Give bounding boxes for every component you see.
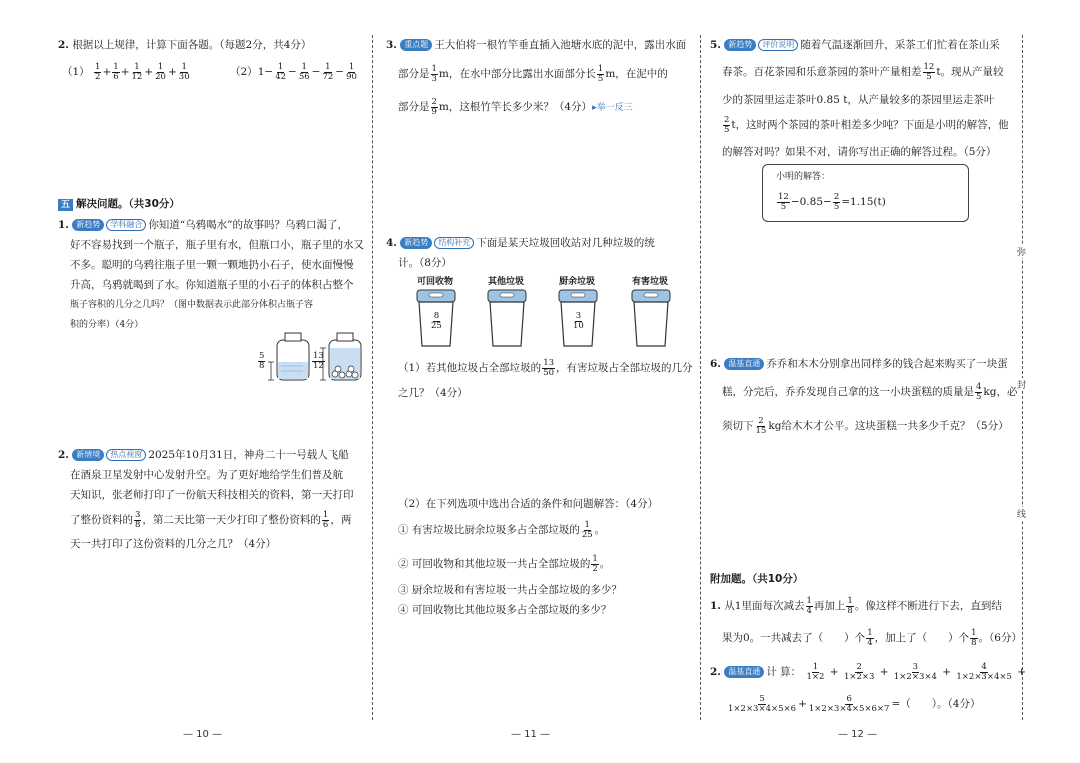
page-number-10: — 10 — — [183, 729, 223, 740]
p1-line6: 积的分率）（4分） — [70, 320, 144, 330]
p6-line2: 糕，分完后，乔乔发现自己拿的这一小块蛋糕的质量是 $\frac{4}{5}$ kg，必 — [722, 381, 1018, 402]
p4-option4: ④ 可回收物比其他垃圾多占全部垃圾的多少？ — [398, 604, 612, 616]
p5-line4: $\frac{2}{5}$ t，这时两个茶园的茶叶相差多少吨？下面是小明的解答，他 — [724, 114, 1009, 135]
bottle-before-icon — [268, 333, 309, 380]
column-divider-left — [372, 35, 373, 720]
bottle1-fraction: $\frac{5}{8}$ — [259, 351, 265, 371]
side-mark-line: 线 — [1017, 507, 1026, 520]
p5-line2: 春茶。百花茶园和乐意茶园的茶叶产量相差 $\frac{12}{5}$ t。现从产量较 — [722, 61, 1004, 82]
bottle-after-icon — [320, 333, 361, 380]
q2-heading: 2. 根据以上规律，计算下面各题。（每题2分，共4分） — [58, 39, 312, 51]
extra1-line2: 果为0。一共减去了（ ）个 $\frac{1}{4}$ ，加上了（ ）个 $\frac{1}{8}$ 。（6分） — [722, 627, 1022, 648]
p1-line3: 不多。聪明的乌鸦往瓶子里一颗一颗地扔小石子，使水面慢慢 — [70, 259, 354, 271]
bin-other-icon — [488, 290, 526, 346]
p5-line3: 少的茶园里运走茶叶0.85 t，从产量较多的茶园里运走茶叶 — [722, 94, 995, 106]
trash-bins-figure — [405, 288, 695, 353]
bin-label-kitchen: 厨余垃圾 — [558, 277, 595, 287]
bin-label-recyclable: 可回收物 — [416, 277, 453, 287]
p4-sub1-line2: 之几？（4分） — [398, 387, 468, 399]
page-number-12: — 12 — — [838, 729, 878, 740]
bin-label-other: 其他垃圾 — [487, 277, 524, 287]
extra1-line1: 1. 从1里面每次减去 $\frac{1}{4}$ 再加上 $\frac{1}{8}$ 。像这样不断进行下去，直到结 — [710, 595, 1002, 616]
p1-line2: 好不容易找到一个瓶子，瓶子里有水，但瓶口小，瓶子里的水又 — [70, 239, 364, 251]
p2-line1: 2. 新情境 热点视窗 2025年10月31日，神舟二十一号载人飞船 — [58, 449, 349, 461]
bin-label-hazardous: 有害垃圾 — [631, 277, 668, 287]
p3-line3: 部分是 $\frac{2}{9}$ m，这根竹竿长多少米？（4分）▸举一反三 — [398, 96, 633, 117]
p6-line3: 须切下 $\frac{2}{15}$ kg给木木才公平。这块蛋糕一共多少千克？（5分） — [722, 415, 1009, 436]
bin-recyclable-fraction: $\frac{8}{25}$ — [431, 311, 442, 331]
p6-line1: 6. 温基直通 乔乔和木木分别拿出同样多的钱合起来购买了一块蛋 — [710, 358, 1008, 370]
p1-line1: 1. 新趋势 学科融合 你知道“乌鸦喝水”的故事吗？乌鸦口渴了， — [58, 219, 349, 231]
p4-option3: ③ 厨余垃圾和有害垃圾一共占全部垃圾的多少？ — [398, 584, 622, 596]
p2-line5: 天一共打印了这份资料的几分之几？（4分） — [70, 538, 277, 550]
p2-line4: 了整份资料的 $\frac{3}{8}$ ，第二天比第一天少打印了整份资料的 $\frac{1}{6}$ ，两 — [70, 509, 352, 530]
section5-heading: 五 解决问题。（共30分） — [58, 197, 180, 211]
extra-heading: 附加题。（共10分） — [710, 573, 804, 585]
p3-line1: 3. 重点题 王大伯将一根竹竿垂直插入池塘水底的泥中，露出水面 — [386, 39, 687, 51]
p4-sub1-line1: （1）若其他垃圾占全部垃圾的 $\frac{13}{50}$ ，有害垃圾占全部垃圾的几分 — [398, 357, 693, 378]
q2-sub2: （2）1− $\frac{1}{42}$ − $\frac{1}{56}$ − $\frac{1}{72}$ − $\frac{1}{90}$ — [230, 61, 357, 82]
p5-line1: 5. 新趋势 评价说明 随着气温逐渐回升，采茶工们忙着在茶山采 — [710, 39, 1000, 51]
bottle2-fraction: $\frac{13}{12}$ — [313, 351, 324, 371]
column-divider-right — [700, 35, 701, 720]
practice-more-link[interactable]: ▸举一反三 — [592, 103, 633, 113]
extra2-line1: 2. 温基直通 计 算： $\frac{1}{1\times 2}$ + $\frac{2}{1\times 2\times 3}$ + $\frac{3}{1\times 2\times 3\times 4}$ + $\frac{4}{1\times 2\times 3\times 4\times 5}$ + — [710, 661, 1027, 682]
side-mark-seal2: 封 — [1017, 378, 1026, 391]
p4-line1: 4. 新趋势 结构补充 下面是某天垃圾回收站对几种垃圾的统 — [386, 237, 655, 249]
bottles-figure — [257, 330, 367, 388]
page-number-11: — 11 — — [511, 729, 551, 740]
extra2-line2: $\frac{5}{1\times 2\times 3\times 4\times 5\times 6}$ + $\frac{6}{1\times 2\times 3\times 4\times 5\times 6\times 7}$ =（ ）。（4分） — [728, 693, 981, 714]
p4-sub2: （2）在下列选项中选出合适的条件和问题解答：（4分） — [398, 498, 659, 510]
p4-option2: ② 可回收物和其他垃圾一共占全部垃圾的 $\frac{1}{2}$ 。 — [398, 553, 611, 574]
q2-sub1: （1） $\frac{1}{2}$ + $\frac{1}{6}$ + $\frac{1}{12}$ + $\frac{1}{20}$ + $\frac{1}{30}$ — [62, 61, 190, 82]
p5-line5: 的解答对吗？如果不对，请你写出正确的解答过程。（5分） — [722, 146, 997, 158]
bin-hazardous-icon — [632, 290, 670, 346]
p4-line2: 计。（8分） — [398, 257, 452, 269]
p4-option1: ① 有害垃圾比厨余垃圾多占全部垃圾的 $\frac{1}{25}$ 。 — [398, 519, 606, 540]
solution-expression: $\frac{12}{5}$ −0.85− $\frac{2}{5}$ =1.15(t) — [778, 191, 886, 212]
p3-line2: 部分是 $\frac{1}{3}$ m，在水中部分比露出水面部分长 $\frac{1}{5}$ m，在泥中的 — [398, 63, 668, 84]
p1-line4: 升高，乌鸦就喝到了水。你知道瓶子里的小石子的体积占整个 — [70, 279, 354, 291]
side-mark-seal1: 弥 — [1017, 245, 1026, 258]
p1-line5: 瓶子容积的几分之几吗？（图中数据表示此部分体积占瓶子容 — [70, 300, 314, 310]
bin-kitchen-fraction: $\frac{3}{10}$ — [573, 311, 584, 331]
p2-line2: 在酒泉卫星发射中心发射升空。为了更好地给学生们普及航 — [70, 469, 343, 481]
solution-title: 小明的解答： — [776, 172, 831, 182]
p2-line3: 天知识，张老师打印了一份航天科技相关的资料，第一天打印 — [70, 489, 354, 501]
